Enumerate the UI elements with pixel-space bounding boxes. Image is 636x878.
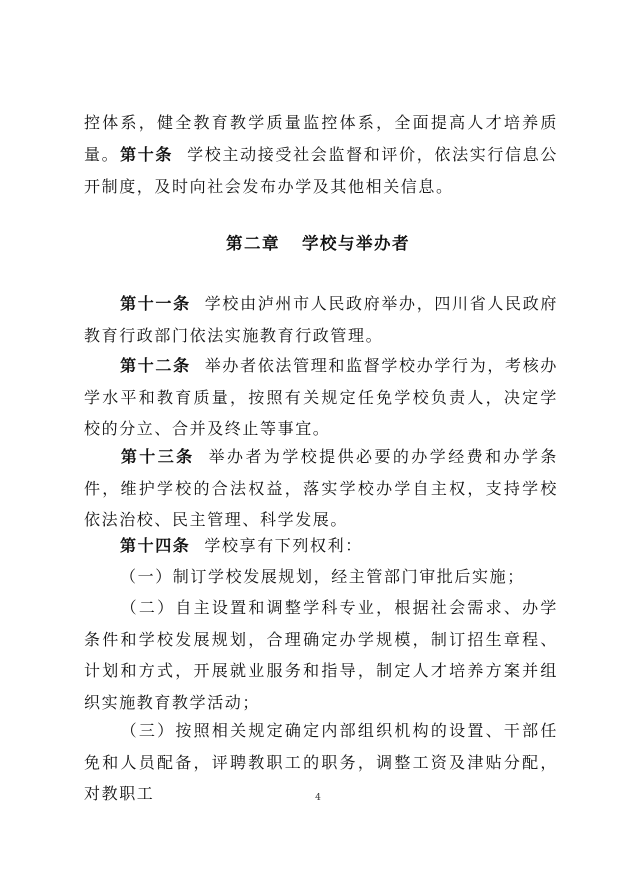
- article-text: 学校由泸州市人民政府举办，四川省人民政府教育行政部门依法实施教育行政管理。: [84, 294, 558, 345]
- article-label: 第十一条: [120, 294, 191, 313]
- list-item-text: （三）按照相关规定确定内部组织机构的设置、干部任免和人员配备，评聘教职工的职务，调整工资及津贴分配，对教职工: [84, 721, 558, 803]
- chapter-number: 第二章: [226, 234, 280, 253]
- article-label: 第十三条: [120, 447, 195, 466]
- list-item-text: （二）自主设置和调整学科专业，根据社会需求、办学条件和学校发展规划，合理确定办学规模，制订招生章程、计划和方式，开展就业服务和指导，制定人才培养方案并组织实施教育教学活动；: [84, 598, 558, 712]
- list-item: [84, 561, 558, 593]
- list-item-text: （一）制订学校发展规划，经主管部门审批后实施；: [120, 567, 525, 586]
- article-13: [84, 441, 558, 536]
- list-item: [84, 592, 558, 718]
- article-text: 学校主动接受社会监督和评价，依法实行信息公开制度，及时向社会发布办学及其他相关信息。: [84, 145, 558, 196]
- continuation-text: 控体系，健全教育教学质量监控体系，全面提高人才培养质量。: [84, 113, 558, 164]
- article-11: [84, 288, 558, 351]
- article-14: [84, 530, 558, 562]
- chapter-title: 学校与举办者: [302, 234, 410, 253]
- article-text: 举办者为学校提供必要的办学经费和办学条件，维护学校的合法权益，落实学校办学自主权，支持学校依法治校、民主管理、科学发展。: [84, 447, 558, 529]
- article-text: 学校享有下列权利：: [204, 536, 363, 555]
- article-12: [84, 350, 558, 445]
- article-label: 第十条: [120, 145, 174, 164]
- article-label: 第十二条: [120, 356, 191, 375]
- page-number: 4: [315, 793, 321, 803]
- article-label: 第十四条: [120, 536, 191, 555]
- article-text: 举办者依法管理和监督学校办学行为，考核办学水平和教育质量，按照有关规定任免学校负责人，决定学校的分立、合并及终止等事宜。: [84, 356, 558, 438]
- article-10: [84, 139, 558, 202]
- chapter-heading: [0, 230, 636, 254]
